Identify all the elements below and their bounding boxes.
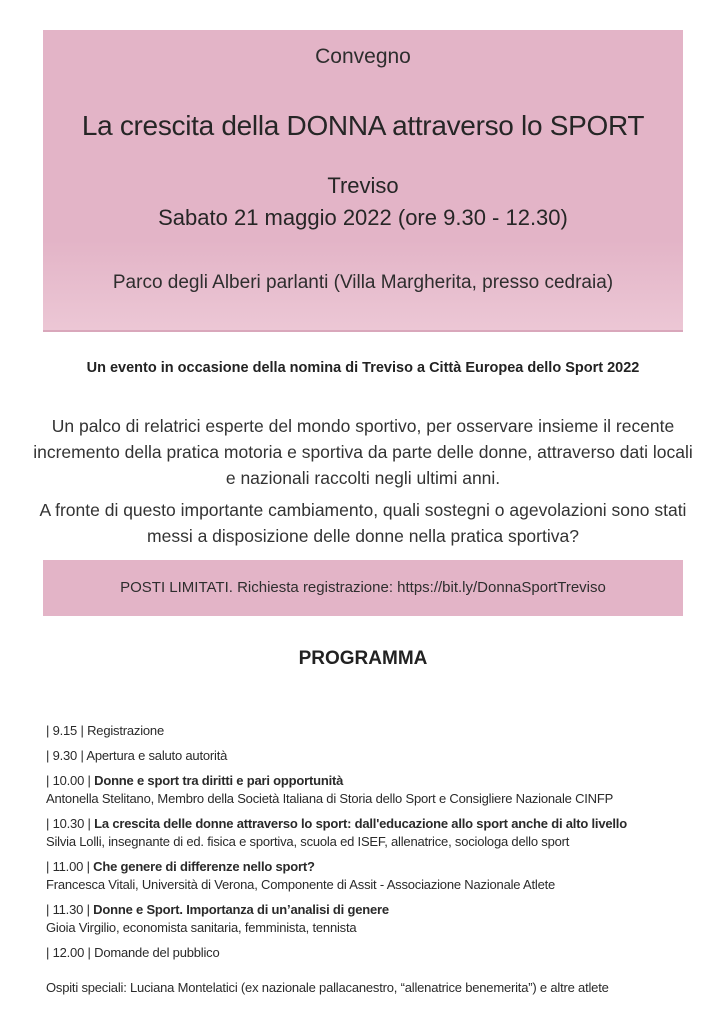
registration-text: POSTI LIMITATI. Richiesta registrazione: https://bit.ly/DonnaSportTreviso xyxy=(120,579,606,596)
program-time: | 10.30 | xyxy=(46,816,91,831)
program-title-text: Apertura e saluto autorità xyxy=(86,748,228,763)
program-item xyxy=(46,857,706,894)
program-item xyxy=(46,721,706,740)
event-type-label: Convegno xyxy=(315,45,411,68)
event-title: La crescita della DONNA attraverso lo SPORT xyxy=(81,110,645,141)
program-time: | 12.00 | xyxy=(46,945,91,960)
program-item xyxy=(46,771,706,808)
program-speaker: Antonella Stelitano, Membro della Società Italiana di Storia dello Sport e Consigliere Nazionale CINFP xyxy=(46,791,614,806)
registration-box xyxy=(43,560,683,616)
program-speaker: Silvia Lolli, insegnante di ed. fisica e sportiva, scuola ed ISEF, allenatrice, sociologa dello sport xyxy=(46,834,570,849)
program-item xyxy=(46,943,706,962)
header-box xyxy=(43,30,683,332)
program-list xyxy=(46,721,706,962)
special-guests: Ospiti speciali: Luciana Montelatici (ex nazionale pallacanestro, “allenatrice benemerita”) e altre atlete xyxy=(46,980,609,995)
program-time: | 11.30 | xyxy=(46,902,90,917)
event-venue: Parco degli Alberi parlanti (Villa Margherita, presso cedraia) xyxy=(112,272,614,293)
event-subtitle: Un evento in occasione della nomina di Treviso a Città Europea dello Sport 2022 xyxy=(86,360,640,376)
program-speaker: Gioia Virgilio, economista sanitaria, femminista, tennista xyxy=(46,920,357,935)
program-title-text: Che genere di differenze nello sport? xyxy=(93,859,315,874)
intro-paragraph-1: Un palco di relatrici esperte del mondo sportivo, per osservare insieme il recente incremento della pratica motoria e sportiva da parte delle donne, attraverso dati locali e nazionali raccolti negli ultimi anni. xyxy=(33,416,693,488)
intro-paragraph-2: A fronte di questo importante cambiamento, quali sostegni o agevolazioni sono stati messi a disposizione delle donne nella pratica sportiva? xyxy=(39,500,687,546)
program-item xyxy=(46,814,706,851)
intro-text xyxy=(30,413,696,549)
program-time: | 11.00 | xyxy=(46,859,90,874)
event-date: Sabato 21 maggio 2022 (ore 9.30 - 12.30) xyxy=(158,205,568,230)
program-item xyxy=(46,900,706,937)
program-time: | 9.15 | xyxy=(46,723,84,738)
program-title-text: Donne e Sport. Importanza di un’analisi di genere xyxy=(93,902,389,917)
program-speaker: Francesca Vitali, Università di Verona, Componente di Assit - Associazione Nazionale Atlete xyxy=(46,877,556,892)
event-city: Treviso xyxy=(327,173,399,198)
program-title-text: Donne e sport tra diritti e pari opportunità xyxy=(94,773,344,788)
program-item xyxy=(46,746,706,765)
program-title: PROGRAMMA xyxy=(298,648,428,669)
program-title-text: Domande del pubblico xyxy=(94,945,220,960)
program-title-text: Registrazione xyxy=(87,723,164,738)
program-title-text: La crescita delle donne attraverso lo sport: dall'educazione allo sport anche di alto livello xyxy=(94,816,627,831)
program-time: | 9.30 | xyxy=(46,748,84,763)
program-time: | 10.00 | xyxy=(46,773,91,788)
